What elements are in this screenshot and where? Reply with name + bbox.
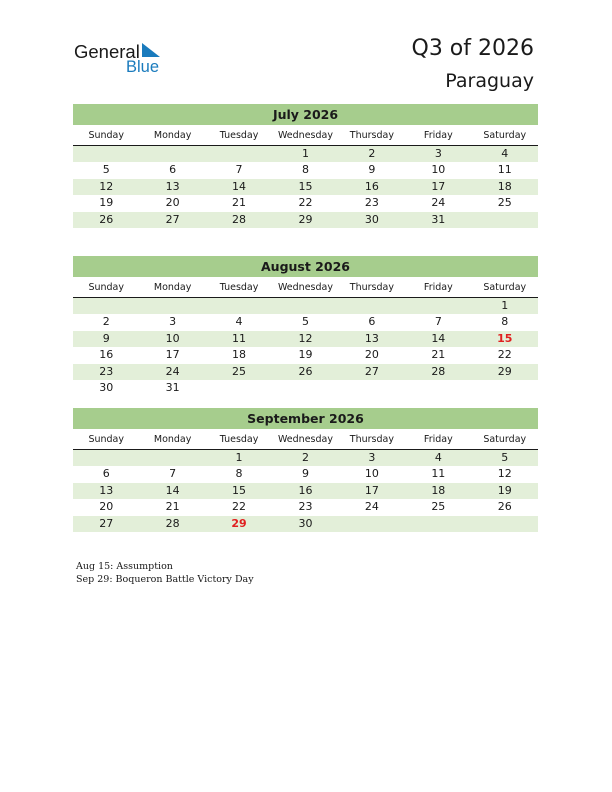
day-cell: 2 <box>368 147 376 160</box>
day-cell: 7 <box>434 315 442 329</box>
weekday-label: Monday <box>153 282 192 293</box>
day-cell: 28 <box>232 212 247 226</box>
day-cell: 10 <box>431 163 446 177</box>
day-cell: 11 <box>232 331 247 345</box>
month-title: August 2026 <box>73 256 538 277</box>
month-calendar-august <box>73 256 538 396</box>
weekday-label: Sunday <box>88 282 124 293</box>
week-row <box>73 347 538 363</box>
day-cell: 14 <box>232 179 247 193</box>
day-cell <box>339 516 405 532</box>
day-cell: 10 <box>364 467 379 481</box>
day-cell: 9 <box>102 331 110 345</box>
day-cell <box>139 298 205 314</box>
day-cell <box>139 450 205 466</box>
day-cell: 5 <box>301 315 309 329</box>
week-row <box>73 162 538 178</box>
week-row <box>73 298 538 314</box>
day-cell: 12 <box>99 179 114 193</box>
day-cell: 27 <box>165 212 180 226</box>
logo-general-text: General <box>74 41 140 62</box>
holiday-day-cell: 29 <box>231 516 247 530</box>
day-cell: 25 <box>232 364 247 378</box>
day-cell: 30 <box>99 380 114 394</box>
day-cell: 15 <box>298 179 313 193</box>
day-cell: 26 <box>298 364 313 378</box>
day-cell: 30 <box>298 516 313 530</box>
day-cell: 31 <box>431 212 446 226</box>
day-cell <box>206 146 272 162</box>
day-cell: 13 <box>165 179 180 193</box>
week-row <box>73 179 538 195</box>
day-cell <box>472 212 538 228</box>
week-row <box>73 146 538 162</box>
day-cell: 20 <box>165 196 180 210</box>
weekday-label: Wednesday <box>277 130 333 141</box>
weekday-label: Thursday <box>349 130 394 141</box>
day-cell: 1 <box>301 147 309 160</box>
day-cell: 22 <box>497 348 512 362</box>
day-cell: 16 <box>364 179 379 193</box>
holiday-note: Aug 15: Assumption <box>76 561 173 572</box>
day-cell <box>272 298 338 314</box>
day-cell <box>405 380 471 396</box>
weekday-label: Thursday <box>349 282 394 293</box>
day-cell: 25 <box>497 196 512 210</box>
day-cell: 24 <box>364 500 379 514</box>
day-cell: 5 <box>501 451 509 464</box>
day-cell: 28 <box>165 516 180 530</box>
day-cell: 20 <box>364 348 379 362</box>
day-cell <box>73 146 139 162</box>
day-cell: 3 <box>434 147 442 160</box>
day-cell <box>339 298 405 314</box>
day-cell: 23 <box>99 364 114 378</box>
weekday-label: Wednesday <box>277 282 333 293</box>
day-cell <box>206 380 272 396</box>
day-cell: 3 <box>169 315 177 329</box>
day-cell: 4 <box>434 451 442 464</box>
week-row <box>73 516 538 532</box>
day-cell: 12 <box>497 467 512 481</box>
day-cell: 21 <box>431 348 446 362</box>
day-cell: 9 <box>368 163 376 177</box>
day-cell: 7 <box>169 467 177 481</box>
day-cell: 3 <box>368 451 376 464</box>
day-cell: 22 <box>232 500 247 514</box>
day-cell: 14 <box>431 331 446 345</box>
day-cell: 2 <box>301 451 309 464</box>
logo-blue-text: Blue <box>126 58 160 76</box>
day-cell <box>272 380 338 396</box>
weekday-label: Thursday <box>349 434 394 445</box>
day-cell: 17 <box>364 483 379 497</box>
holiday-notes <box>76 560 254 586</box>
day-cell: 23 <box>364 196 379 210</box>
weekday-label: Sunday <box>88 130 124 141</box>
day-cell: 17 <box>165 348 180 362</box>
week-row <box>73 195 538 211</box>
day-cell: 8 <box>301 163 309 177</box>
day-cell: 11 <box>497 163 512 177</box>
day-cell <box>139 146 205 162</box>
day-cell: 24 <box>431 196 446 210</box>
holiday-note: Sep 29: Boqueron Battle Victory Day <box>76 574 254 585</box>
weekday-label: Tuesday <box>219 130 259 141</box>
day-cell: 13 <box>99 483 114 497</box>
day-cell: 21 <box>232 196 247 210</box>
country-name: Paraguay <box>445 70 534 92</box>
day-cell: 9 <box>301 467 309 481</box>
day-cell: 6 <box>169 163 177 177</box>
day-cell: 29 <box>298 212 313 226</box>
day-cell: 4 <box>235 315 243 329</box>
week-row <box>73 450 538 466</box>
logo <box>74 41 174 77</box>
day-cell: 23 <box>298 500 313 514</box>
logo-triangle-icon <box>142 43 162 59</box>
week-row <box>73 483 538 499</box>
day-cell <box>206 298 272 314</box>
weekday-label: Sunday <box>88 434 124 445</box>
week-row <box>73 380 538 396</box>
day-cell: 10 <box>165 331 180 345</box>
day-cell: 24 <box>165 364 180 378</box>
weekday-label: Friday <box>423 282 453 293</box>
weekday-header-row <box>73 280 538 298</box>
weekday-header-row <box>73 432 538 450</box>
day-cell: 28 <box>431 364 446 378</box>
day-cell: 2 <box>102 315 110 329</box>
day-cell: 15 <box>232 483 247 497</box>
holiday-day-cell: 15 <box>497 331 513 345</box>
week-row <box>73 466 538 482</box>
day-cell: 29 <box>497 364 512 378</box>
day-cell: 17 <box>431 179 446 193</box>
day-cell: 25 <box>431 500 446 514</box>
month-title: September 2026 <box>73 408 538 429</box>
week-row <box>73 499 538 515</box>
day-cell: 14 <box>165 483 180 497</box>
week-row <box>73 212 538 228</box>
weekday-label: Tuesday <box>219 282 259 293</box>
day-cell: 1 <box>235 451 243 464</box>
weekday-label: Monday <box>153 130 192 141</box>
page-title: Q3 of 2026 <box>411 36 534 61</box>
day-cell: 12 <box>298 331 313 345</box>
day-cell: 26 <box>497 500 512 514</box>
day-cell: 16 <box>298 483 313 497</box>
month-calendar-july <box>73 104 538 228</box>
day-cell: 8 <box>501 315 509 329</box>
day-cell: 13 <box>364 331 379 345</box>
day-cell: 6 <box>368 315 376 329</box>
month-calendar-september <box>73 408 538 532</box>
weekday-label: Friday <box>423 130 453 141</box>
day-cell: 18 <box>232 348 247 362</box>
weekday-header-row <box>73 128 538 146</box>
day-cell <box>73 450 139 466</box>
day-cell: 26 <box>99 212 114 226</box>
week-row <box>73 364 538 380</box>
day-cell <box>472 516 538 532</box>
day-cell: 8 <box>235 467 243 481</box>
day-cell: 27 <box>364 364 379 378</box>
day-cell: 18 <box>431 483 446 497</box>
day-cell: 30 <box>364 212 379 226</box>
day-cell: 20 <box>99 500 114 514</box>
day-cell: 7 <box>235 163 243 177</box>
day-cell <box>405 516 471 532</box>
day-cell: 19 <box>497 483 512 497</box>
day-cell: 11 <box>431 467 446 481</box>
weekday-label: Monday <box>153 434 192 445</box>
day-cell: 19 <box>99 196 114 210</box>
day-cell: 16 <box>99 348 114 362</box>
day-cell: 18 <box>497 179 512 193</box>
day-cell: 6 <box>102 467 110 481</box>
day-cell: 27 <box>99 516 114 530</box>
day-cell <box>472 380 538 396</box>
day-cell <box>405 298 471 314</box>
day-cell: 5 <box>102 163 110 177</box>
month-title: July 2026 <box>73 104 538 125</box>
weekday-label: Wednesday <box>277 434 333 445</box>
week-row <box>73 331 538 347</box>
day-cell: 4 <box>501 147 509 160</box>
week-row <box>73 314 538 330</box>
day-cell: 1 <box>501 299 509 312</box>
day-cell: 21 <box>165 500 180 514</box>
weekday-label: Saturday <box>483 282 527 293</box>
day-cell: 22 <box>298 196 313 210</box>
weekday-label: Saturday <box>483 434 527 445</box>
weekday-label: Saturday <box>483 130 527 141</box>
day-cell <box>339 380 405 396</box>
day-cell <box>73 298 139 314</box>
weekday-label: Tuesday <box>219 434 259 445</box>
day-cell: 31 <box>165 380 180 394</box>
weekday-label: Friday <box>423 434 453 445</box>
day-cell: 19 <box>298 348 313 362</box>
